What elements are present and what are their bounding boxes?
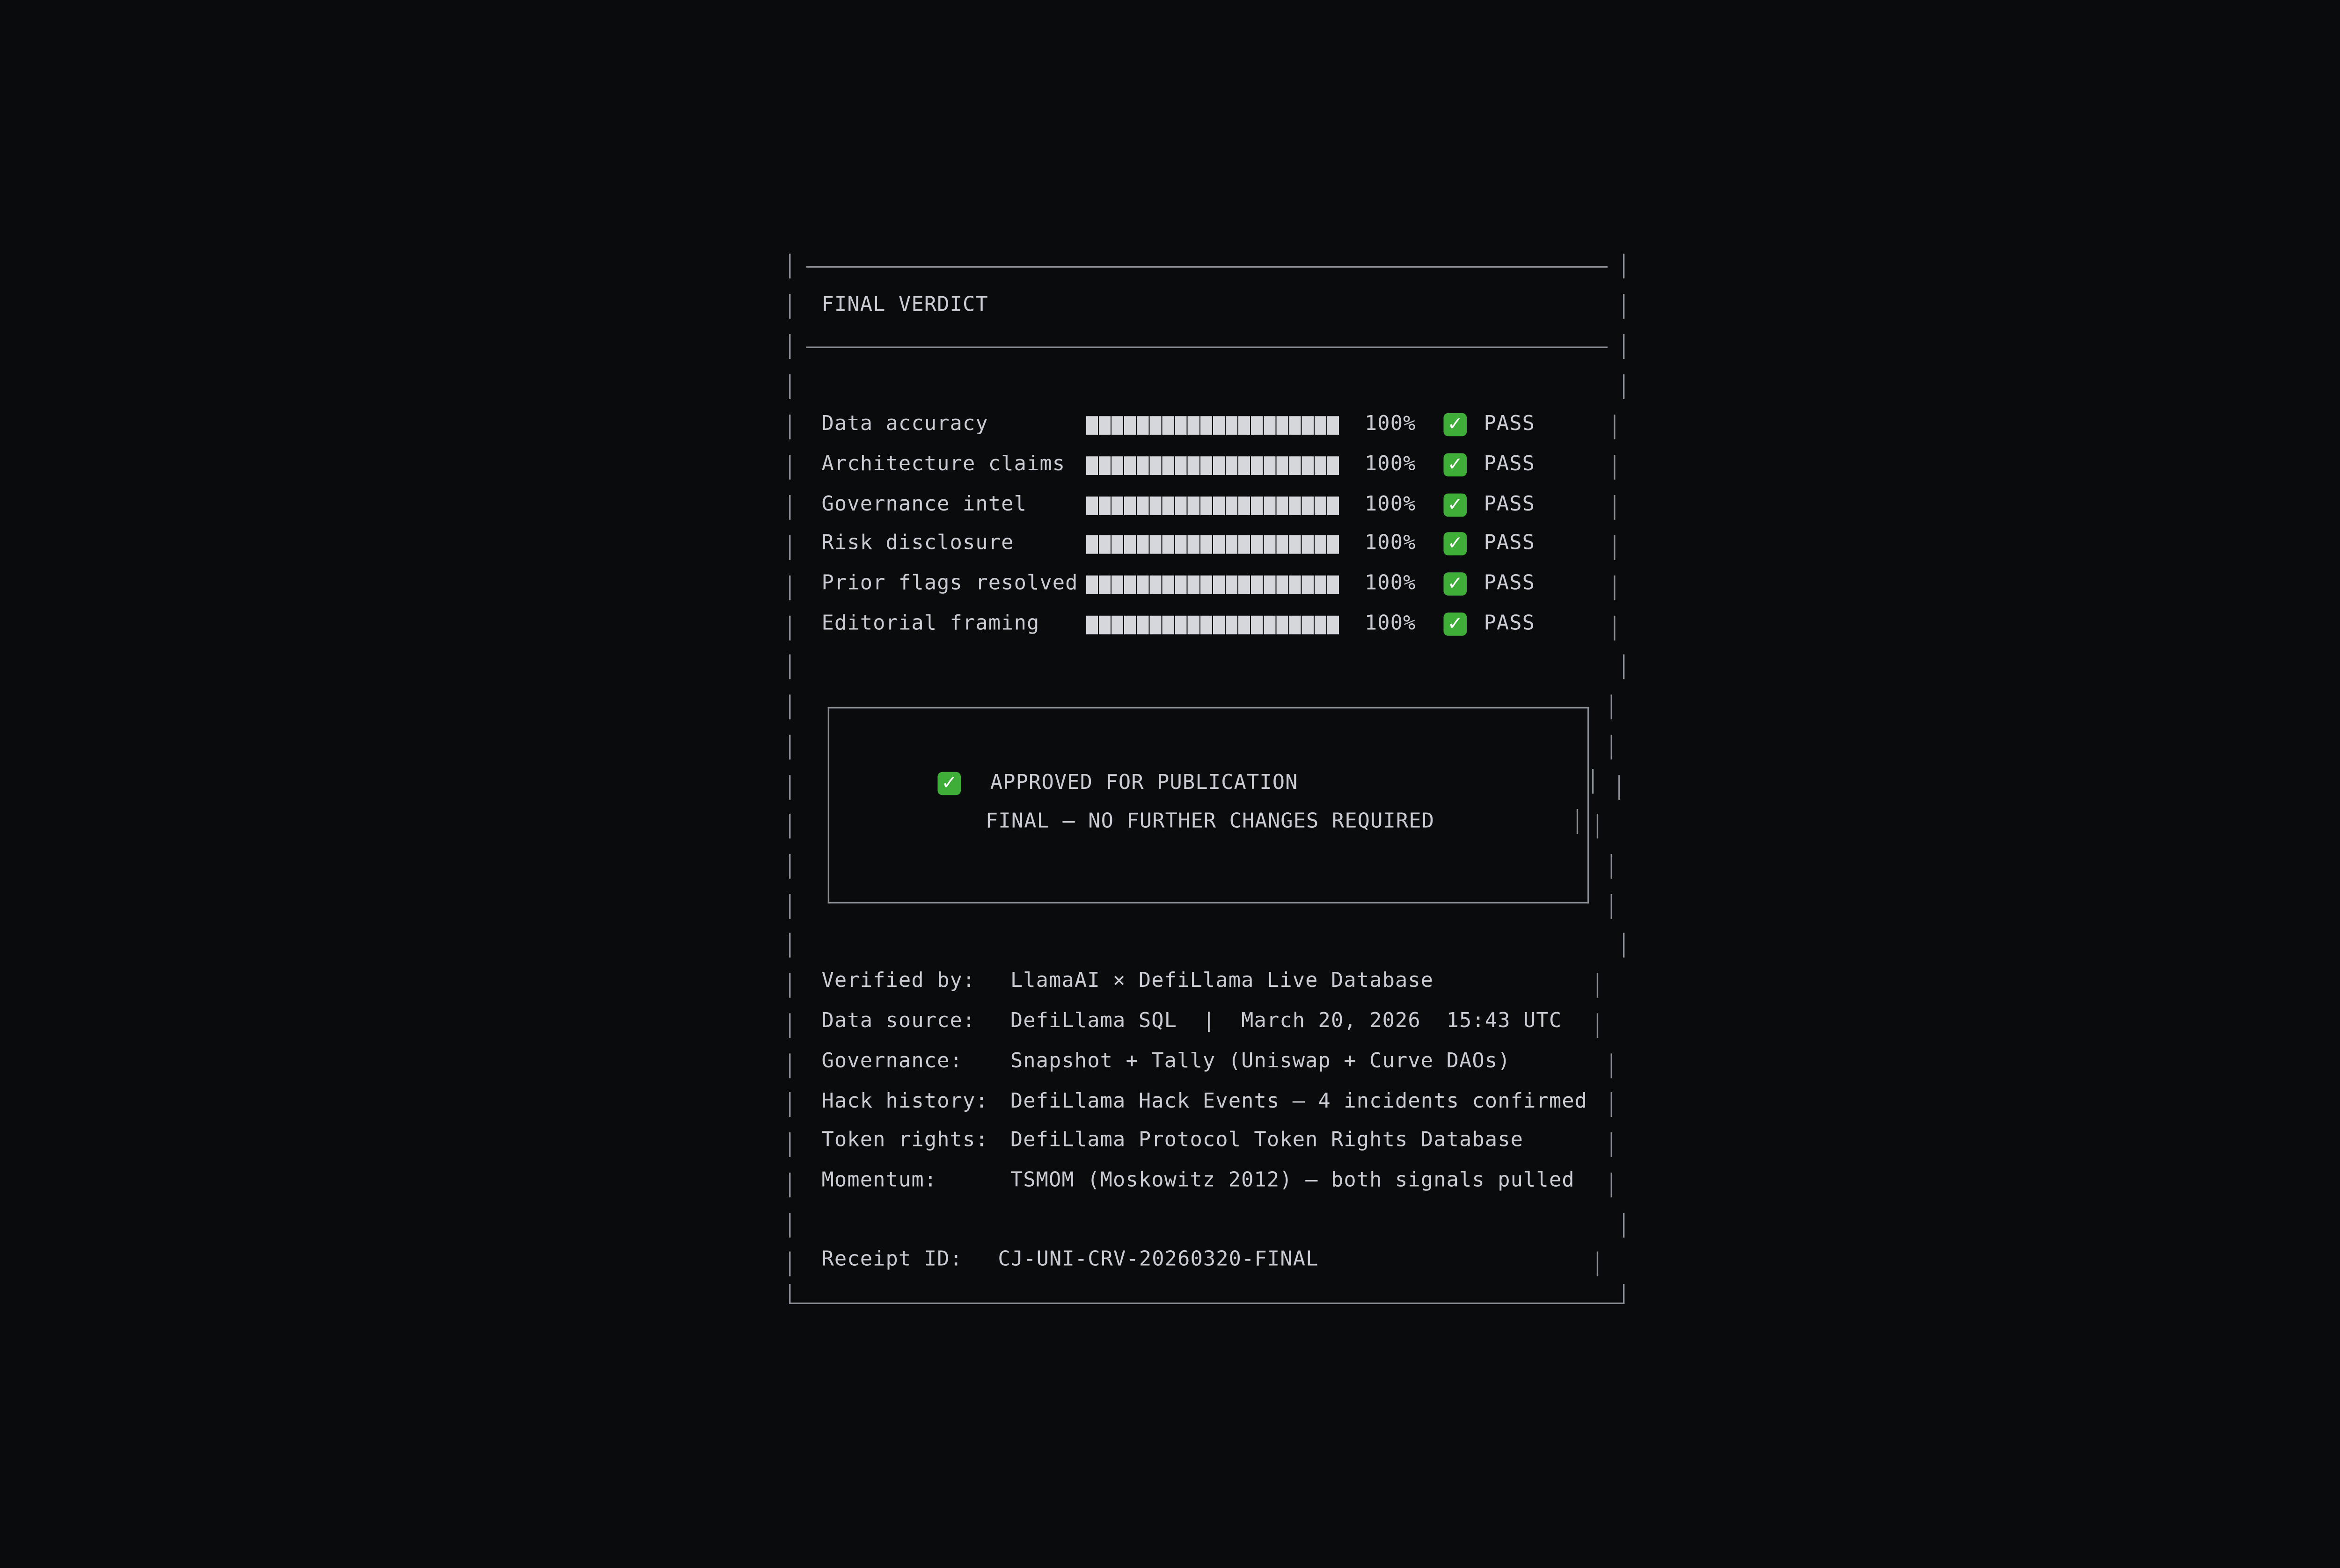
score-label: Architecture claims <box>821 453 1066 477</box>
left-border <box>789 1013 790 1038</box>
right-border <box>1623 1284 1624 1304</box>
score-status: PASS <box>1484 413 1536 437</box>
left-border <box>789 654 790 679</box>
report-title: FINAL VERDICT <box>821 294 988 317</box>
right-border <box>1614 415 1615 439</box>
right-border <box>1623 654 1624 679</box>
left-border <box>789 254 790 278</box>
score-percent: 100% <box>1364 493 1416 517</box>
left-border <box>789 374 790 399</box>
check-mark-icon: ✓ <box>1443 572 1467 596</box>
receipt-id[interactable]: CJ-UNI-CRV-20260320-FINAL <box>998 1248 1319 1272</box>
score-progress-bar <box>1086 535 1340 554</box>
score-label: Risk disclosure <box>821 532 1014 555</box>
score-progress-bar <box>1086 576 1340 594</box>
approval-subline: FINAL — NO FURTHER CHANGES REQUIRED <box>985 810 1435 834</box>
score-progress-bar <box>1086 616 1340 634</box>
left-border <box>789 1213 790 1238</box>
detail-value: DefiLlama SQL | March 20, 2026 15:43 UTC <box>1010 1010 1562 1034</box>
approval-box-inner-right-border <box>1592 769 1594 794</box>
detail-value: DefiLlama Protocol Token Rights Database <box>1010 1129 1524 1152</box>
score-label: Data accuracy <box>821 413 988 437</box>
score-percent: 100% <box>1364 413 1416 437</box>
score-status: PASS <box>1484 493 1536 517</box>
score-progress-bar <box>1086 456 1340 475</box>
detail-value: LlamaAI × DefiLlama Live Database <box>1010 970 1434 993</box>
right-border <box>1597 973 1598 998</box>
approval-box-top-rule <box>828 707 1589 708</box>
header-bottom-rule <box>806 347 1608 348</box>
detail-key: Momentum: <box>821 1169 937 1193</box>
check-mark-icon: ✓ <box>1443 413 1467 437</box>
header-top-rule <box>806 266 1608 268</box>
right-border <box>1614 535 1615 560</box>
score-percent: 100% <box>1364 572 1416 596</box>
left-border <box>789 1173 790 1197</box>
check-mark-icon: ✓ <box>1443 453 1467 477</box>
right-border <box>1614 455 1615 480</box>
right-border <box>1611 735 1612 759</box>
score-progress-bar <box>1086 496 1340 515</box>
right-border <box>1597 1013 1598 1038</box>
left-border <box>789 616 790 641</box>
right-border <box>1623 254 1624 278</box>
score-status: PASS <box>1484 532 1536 555</box>
left-border <box>789 535 790 560</box>
check-mark-icon: ✓ <box>937 772 961 795</box>
right-border <box>1623 294 1624 319</box>
right-border <box>1597 814 1598 839</box>
detail-key: Data source: <box>821 1010 976 1034</box>
detail-value: TSMOM (Moskowitz 2012) — both signals pulled <box>1010 1169 1575 1193</box>
left-border <box>789 933 790 958</box>
right-border <box>1623 374 1624 399</box>
score-percent: 100% <box>1364 453 1416 477</box>
left-border <box>789 294 790 319</box>
right-border <box>1611 1173 1612 1197</box>
left-border <box>789 334 790 359</box>
receipt-key: Receipt ID: <box>821 1248 963 1272</box>
detail-key: Governance: <box>821 1050 963 1074</box>
score-status: PASS <box>1484 453 1536 477</box>
right-border <box>1623 1213 1624 1238</box>
score-status: PASS <box>1484 572 1536 596</box>
left-border <box>789 1132 790 1157</box>
check-mark-icon: ✓ <box>1443 532 1467 555</box>
score-percent: 100% <box>1364 532 1416 555</box>
left-border <box>789 1252 790 1276</box>
right-border <box>1611 1053 1612 1078</box>
right-border <box>1614 495 1615 520</box>
score-status: PASS <box>1484 613 1536 636</box>
right-border <box>1623 334 1624 359</box>
left-border <box>789 775 790 800</box>
right-border <box>1611 894 1612 919</box>
left-border <box>789 1092 790 1117</box>
score-progress-bar <box>1086 416 1340 435</box>
detail-key: Verified by: <box>821 970 976 993</box>
check-mark-icon: ✓ <box>1443 613 1467 636</box>
detail-value: Snapshot + Tally (Uniswap + Curve DAOs) <box>1010 1050 1511 1074</box>
right-border <box>1611 1132 1612 1157</box>
left-border <box>789 735 790 759</box>
right-border <box>1611 694 1612 719</box>
left-border <box>789 694 790 719</box>
left-border <box>789 576 790 600</box>
score-label: Prior flags resolved <box>821 572 1078 596</box>
detail-key: Token rights: <box>821 1129 988 1152</box>
left-border <box>789 814 790 839</box>
left-border <box>789 854 790 879</box>
check-mark-icon: ✓ <box>1443 494 1467 517</box>
right-border <box>1623 933 1624 958</box>
approval-box <box>828 707 1589 904</box>
verdict-report-frame <box>789 248 1624 1304</box>
left-border <box>789 495 790 520</box>
left-border <box>789 1053 790 1078</box>
left-border <box>789 455 790 480</box>
approval-box-inner-right-border <box>1577 809 1578 834</box>
left-border <box>789 894 790 919</box>
score-label: Editorial framing <box>821 613 1040 636</box>
detail-key: Hack history: <box>821 1090 988 1114</box>
score-label: Governance intel <box>821 493 1027 517</box>
right-border <box>1597 1252 1598 1276</box>
right-border <box>1614 616 1615 641</box>
right-border <box>1614 576 1615 600</box>
right-border <box>1611 1092 1612 1117</box>
approval-headline: APPROVED FOR PUBLICATION <box>990 772 1298 795</box>
left-border <box>789 973 790 998</box>
left-border <box>789 1284 790 1304</box>
right-border <box>1611 854 1612 879</box>
frame-bottom-rule <box>789 1303 1624 1304</box>
detail-value: DefiLlama Hack Events — 4 incidents confirmed <box>1010 1090 1588 1114</box>
right-border <box>1618 775 1620 800</box>
left-border <box>789 415 790 439</box>
score-percent: 100% <box>1364 613 1416 636</box>
